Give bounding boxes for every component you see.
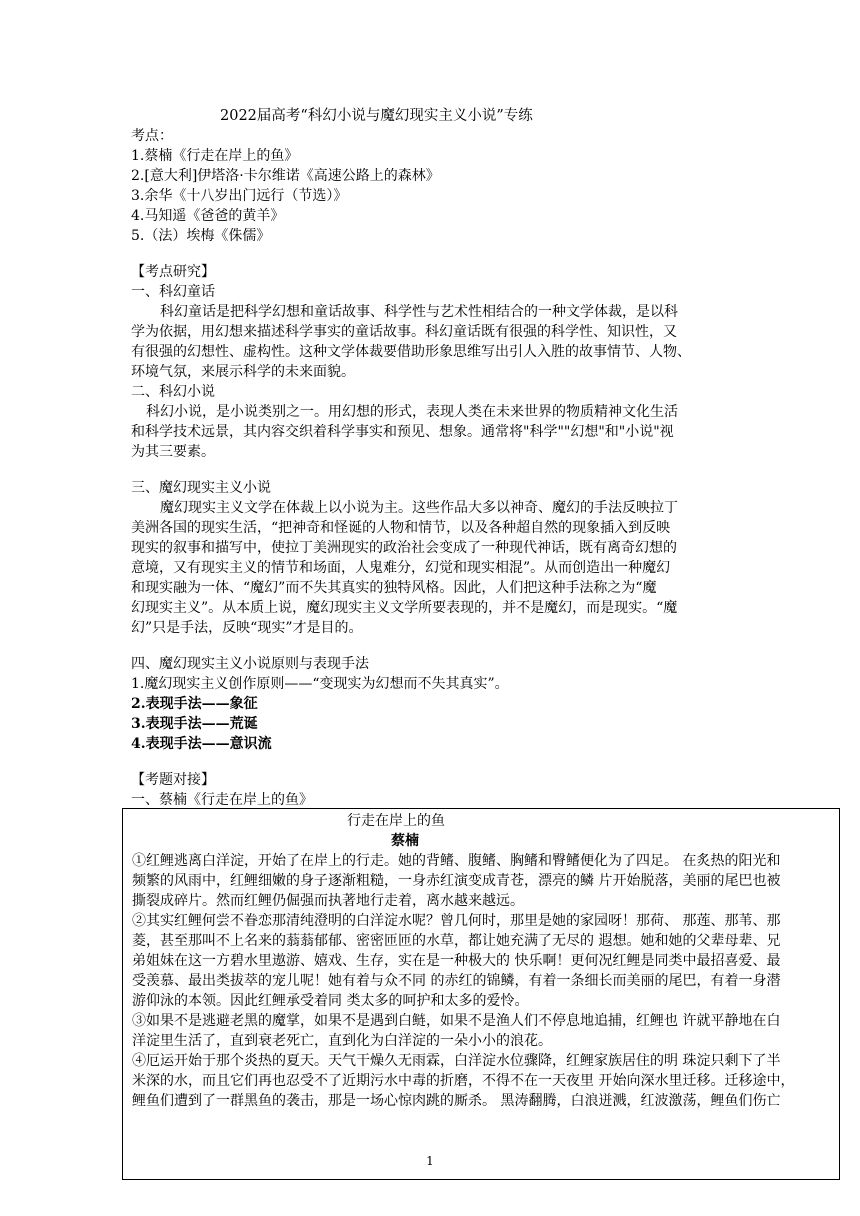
story-line: ③如果不是逃避老黑的魔掌，如果不是遇到白鲢，如果不是渔人们不停息地追捕，红鲤也 许就平静地在白 [132, 1013, 781, 1029]
story-line: 洋淀里生活了，直到衰老死亡，直到化为白洋淀的一朵小小的浪花。 [132, 1033, 552, 1049]
kaodian-item: 2.[意大利]伊塔洛·卡尔维诺《高速公路上的森林》 [131, 168, 440, 184]
paragraph-line: 环境气氛，来展示科学的未来面貌。 [131, 364, 355, 380]
technique-item: 2.表现手法——象征 [131, 696, 258, 712]
section-heading: 一、科幻童话 [131, 284, 215, 300]
story-line: 弟姐妹在这一方碧水里遨游、嬉戏、生存，实在是一种极大的 快乐啊！更何况红鲤是同类中最招喜爱、最 [132, 953, 781, 969]
research-heading: 【考点研究】 [131, 264, 215, 280]
story-title: 行走在岸上的鱼 [347, 813, 445, 829]
paragraph-line: 为其三要素。 [131, 444, 215, 460]
principle-item: 1.魔幻现实主义创作原则——“变现实为幻想而不失其真实”。 [131, 676, 509, 692]
kaodian-item: 1.蔡楠《行走在岸上的鱼》 [131, 148, 299, 164]
story-line: 菱，甚至那叫不上名来的蓊蓊郁郁、密密匝匝的水草，都让她充满了无尽的 遐想。她和她的父辈母辈、兄 [132, 933, 781, 949]
story-line: 游仰泳的本领。因此红鲤承受着同 类太多的呵护和太多的爱怜。 [132, 993, 529, 1009]
paragraph-line: 意境，又有现实主义的情节和场面，人鬼难分，幻觉和现实相混”。从而创造出一种魔幻 [131, 560, 671, 576]
story-line: 频繁的风雨中，红鲤细嫩的身子逐渐粗糙，一身赤红演变成青苍，漂亮的鳞 片开始脱落，美丽的尾巴也被 [132, 873, 781, 889]
paragraph-line: 现实的叙事和描写中，使拉丁美洲现实的政治社会变成了一种现代神话，既有离奇幻想的 [131, 540, 677, 556]
kaodian-item: 4.马知遥《爸爸的黄羊》 [131, 208, 285, 224]
section-heading: 四、魔幻现实主义小说原则与表现手法 [131, 656, 369, 672]
section-heading: 二、科幻小说 [131, 384, 215, 400]
section-heading: 三、魔幻现实主义小说 [131, 480, 271, 496]
story-line: ②其实红鲤何尝不眷恋那清纯澄明的白洋淀水呢？曾几何时，那里是她的家园呀！那荷、 那莲、那苇、那 [132, 913, 781, 929]
page-number: 1 [426, 1154, 434, 1168]
story-line: ④厄运开始于那个炎热的夏天。天气干燥久无雨霖，白洋淀水位骤降，红鲤家族居住的明 珠淀只剩下了半 [132, 1053, 781, 1069]
story-author: 蔡楠 [391, 833, 419, 849]
paragraph-line: 和现实融为一体、“魔幻”而不失其真实的独特风格。因此，人们把这种手法称之为“魔 [131, 580, 657, 596]
story-excerpt-box [122, 808, 840, 1180]
technique-item: 4.表现手法——意识流 [131, 736, 272, 752]
paragraph-line: 科幻童话是把科学幻想和童话故事、科学性与艺术性相结合的一种文学体裁，是以科 [160, 304, 678, 320]
story-line: ①红鲤逃离白洋淀，开始了在岸上的行走。她的背鳍、腹鳍、胸鳍和臀鳍便化为了四足。 在炙热的阳光和 [132, 853, 781, 869]
story-line: 撕裂成碎片。然而红鲤仍倔强而执著地行走着，离水越来越远。 [132, 893, 524, 909]
kaodian-item: 3.余华《十八岁出门远行（节选）》 [131, 188, 348, 204]
paragraph-line: 幻”只是手法，反映“现实”才是目的。 [131, 620, 363, 636]
paragraph-line: 科幻小说，是小说类别之一。用幻想的形式，表现人类在未来世界的物质精神文化生活 [146, 404, 678, 420]
story-line: 受羡慕、最出类拔萃的宠儿呢！她有着与众不同 的赤红的锦鳞，有着一条细长而美丽的尾巴，有着一身潜 [132, 973, 781, 989]
practice-subheading: 一、蔡楠《行走在岸上的鱼》 [131, 792, 313, 808]
paragraph-line: 幻现实主义”。从本质上说，魔幻现实主义文学所要表现的，并不是魔幻，而是现实。“魔 [131, 600, 678, 616]
paragraph-line: 魔幻现实主义文学在体裁上以小说为主。这些作品大多以神奇、魔幻的手法反映拉丁 [160, 500, 678, 516]
paragraph-line: 美洲各国的现实生活，“把神奇和怪诞的人物和情节，以及各种超自然的现象插入到反映 [131, 520, 671, 536]
page-title: 2022届高考“科幻小说与魔幻现实主义小说”专练 [220, 108, 533, 124]
paragraph-line: 学为依据，用幻想来描述科学事实的童话故事。科幻童话既有很强的科学性、知识性，又 [131, 324, 677, 340]
paragraph-line: 和科学技术远景，其内容交织着科学事实和预见、想象。通常将"科学""幻想"和"小说"视 [131, 424, 674, 440]
story-line: 米深的水，而且它们再也忍受不了近期污水中毒的折磨，不得不在一天夜里 开始向深水里迁移。迁移途中， [132, 1073, 795, 1089]
technique-item: 3.表现手法——荒诞 [131, 716, 258, 732]
kaodian-label: 考点： [131, 128, 173, 144]
practice-heading: 【考题对接】 [131, 772, 215, 788]
story-line: 鲤鱼们遭到了一群黑鱼的袭击，那是一场心惊肉跳的厮杀。 黑涛翻腾，白浪迸溅，红波激荡，鲤鱼们伤亡 [132, 1093, 781, 1109]
kaodian-item: 5.（法）埃梅《侏儒》 [131, 228, 271, 244]
paragraph-line: 有很强的幻想性、虚构性。这种文学体裁要借助形象思维写出引人入胜的故事情节、人物、 [131, 344, 691, 360]
